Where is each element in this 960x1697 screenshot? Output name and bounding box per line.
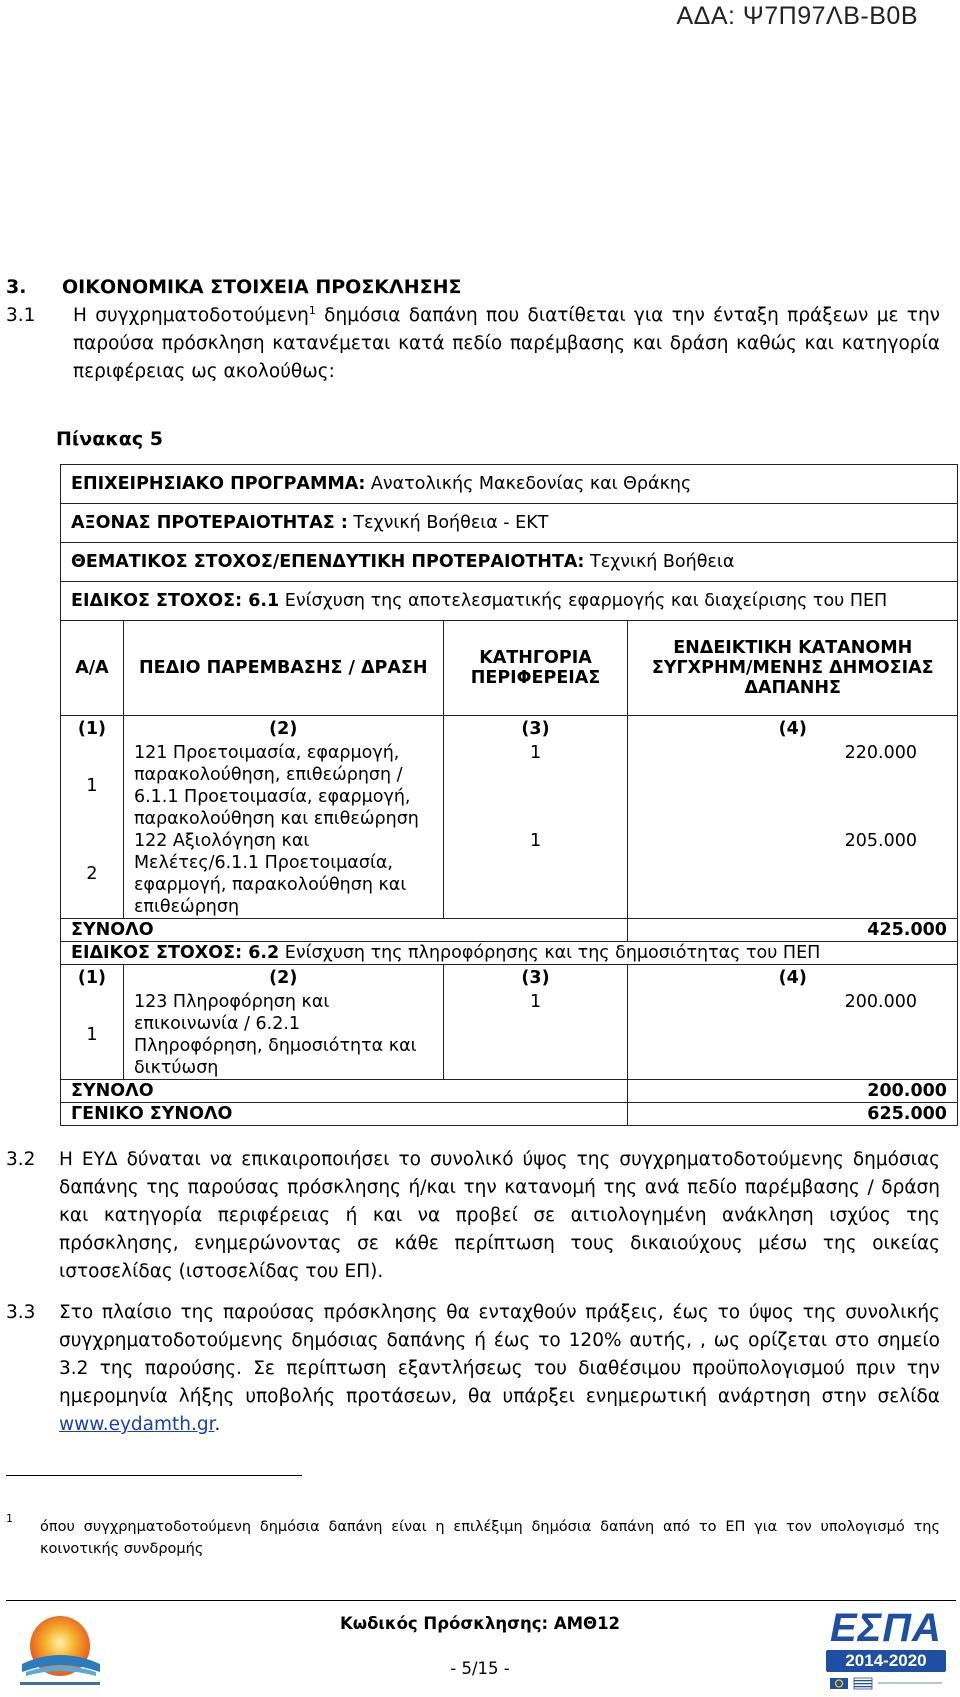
axis-value: Τεχνική Βοήθεια - ΕΚΤ [347, 513, 549, 533]
total-value: 425.000 [628, 919, 958, 942]
col-num-3: (3) [443, 965, 628, 992]
row-field: 123 Πληροφόρηση και επικοινωνία / 6.2.1 Πληροφόρηση, δημοσιότητα και δικτύωση [123, 991, 443, 1080]
row-field: 121 Προετοιμασία, εφαρμογή, παρακολούθηση, επιθεώρηση / 6.1.1 Προετοιμασία, εφαρμογή, παρακολούθηση και επιθεώρηση [123, 742, 443, 830]
row-field: 122 Αξιολόγηση και Μελέτες/6.1.1 Προετοιμασία, εφαρμογή, παρακολούθηση και επιθεώρηση [123, 830, 443, 919]
grand-total-label: ΓΕΝΙΚΟ ΣΥΝΟΛΟ [61, 1103, 628, 1126]
section-heading [6, 276, 462, 298]
row-category: 1 [443, 830, 628, 919]
paragraph-number: 3.1 [6, 305, 36, 326]
goal2-total-row [61, 1080, 958, 1103]
section-title: ΟΙΚΟΝΟΜΙΚΑ ΣΤΟΙΧΕΙΑ ΠΡΟΣΚΛΗΣΗΣ [62, 276, 462, 298]
section-number: 3. [6, 276, 27, 298]
row-aa: 2 [61, 830, 124, 919]
row-category: 1 [443, 991, 628, 1080]
col-header-aa: Α/Α [61, 621, 124, 716]
total-label: ΣΥΝΟΛΟ [61, 1080, 628, 1103]
col-header-category: ΚΑΤΗΓΟΡΙΑ ΠΕΡΙΦΕΡΕΙΑΣ [443, 621, 628, 716]
col-num-2: (2) [123, 965, 443, 992]
footnote-text: όπου συγχρηματοδοτούμενη δημόσια δαπάνη είναι η επιλέξιμη δημόσια δαπάνη από το ΕΠ για τον υπολογισμό της κοινοτικής συνδρομής [40, 1519, 940, 1557]
paragraph-text-a: Η συγχρηματοδοτούμενη [73, 305, 309, 326]
call-code: Κωδικός Πρόσκλησης: ΑΜΘ12 [339, 1614, 621, 1633]
table-row [61, 742, 958, 830]
goal1-total-row [61, 919, 958, 942]
col-header-field: ΠΕΔΙΟ ΠΑΡΕΜΒΑΣΗΣ / ΔΡΑΣΗ [123, 621, 443, 716]
axis-row [61, 504, 958, 543]
col-num-1: (1) [61, 716, 124, 743]
paragraph-body: Στο πλαίσιο της παρούσας πρόσκλησης θα ενταχθούν πράξεις, έως το ύψος της συνολικής συγχρηματοδοτούμενης δημόσιας δαπάνης ή έως το 120% αυτής, , ως ορίζεται στο σημείο 3.2 της παρούσης. Σε περίπτωση εξαντλήσεως του διαθέσιμου προϋπολογισμού πριν την ημερομηνία λήξης υποβολής προτάσεων, θα υπάρξει ενημερωτική ανάρτηση στην σελίδα [59, 1302, 940, 1407]
column-number-row [61, 716, 958, 743]
program-row [61, 465, 958, 504]
row-category: 1 [443, 742, 628, 830]
paragraph-3-1 [6, 302, 940, 386]
flags-icon [830, 1676, 942, 1690]
row-amount: 200.000 [628, 991, 958, 1080]
goal1-label: ΕΙΔΙΚΟΣ ΣΤΟΧΟΣ: 6.1 [71, 591, 280, 611]
goal2-label: ΕΙΔΙΚΟΣ ΣΤΟΧΟΣ: 6.2 [71, 943, 280, 963]
footnote-separator [6, 1475, 302, 1476]
espa-years: 2014-2020 [826, 1650, 946, 1672]
total-label: ΣΥΝΟΛΟ [61, 919, 628, 942]
col-num-4: (4) [628, 965, 958, 992]
grand-total-row [61, 1103, 958, 1126]
paragraph-text-b: δημόσια δαπάνη που διατίθεται για την ένταξη πράξεων με την παρούσα πρόσκληση κατανέμεται κατά πεδίο παρέμβασης και δράση καθώς και κατηγορία περιφέρειας ως ακολούθως: [73, 305, 941, 382]
axis-label: ΑΞΟΝΑΣ ΠΡΟΤΕΡΑΙΟΤΗΤΑΣ : [71, 513, 348, 533]
ada-code: ΑΔΑ: Ψ7Π97ΛΒ-Β0Β [676, 2, 918, 30]
footnote-mark: 1 [6, 1512, 13, 1525]
table-row [61, 830, 958, 919]
thematic-label: ΘΕΜΑΤΙΚΟΣ ΣΤΟΧΟΣ/ΕΠΕΝΔΥΤΙΚΗ ΠΡΟΤΕΡΑΙΟΤΗΤΑ: [71, 552, 585, 572]
row-amount: 205.000 [628, 830, 958, 919]
allocation-table [60, 464, 958, 1126]
program-value: Ανατολικής Μακεδονίας και Θράκης [365, 474, 692, 494]
goal2-value: Ενίσχυση της πληροφόρησης και της δημοσιότητας του ΠΕΠ [279, 943, 821, 963]
row-amount: 220.000 [628, 742, 958, 830]
footer-separator [6, 1600, 956, 1601]
paragraph-3-3 [6, 1299, 940, 1439]
paragraph-number: 3.2 [6, 1149, 36, 1170]
row-aa: 1 [61, 742, 124, 830]
col-header-amount: ΕΝΔΕΙΚΤΙΚΗ ΚΑΤΑΝΟΜΗ ΣΥΓΧΡΗΜ/ΜΕΝΗΣ ΔΗΜΟΣΙΑΣ ΔΑΠΑΝΗΣ [628, 621, 958, 716]
grand-total-value: 625.000 [628, 1103, 958, 1126]
paragraph-number: 3.3 [6, 1302, 36, 1323]
thematic-row [61, 543, 958, 582]
col-num-2: (2) [123, 716, 443, 743]
espa-logo-text: ΕΣΠΑ [830, 1606, 942, 1650]
thematic-value: Τεχνική Βοήθεια [584, 552, 735, 572]
eydamth-link[interactable]: www.eydamth.gr [59, 1414, 215, 1435]
paragraph-text: Η ΕΥΔ δύναται να επικαιροποιήσει το συνολικό ύψος της συγχρηματοδοτούμενης δημόσιας δαπάνης της παρούσας πρόσκλησης ή/και την κατανομή της ανά πεδίο παρέμβασης / δράση και κατηγορία περιφέρειας ή και να προβεί σε αιτιολογημένη ανάκληση ισχύος της πρόσκλησης, ενημερώνοντας σε κάθε περίπτωση τους δικαιούχους μέσω της οικείας ιστοσελίδας (ιστοσελίδας του ΕΠ). [59, 1149, 940, 1282]
column-header-row [61, 621, 958, 716]
paragraph-text [59, 1299, 940, 1439]
paragraph-end: . [214, 1414, 221, 1435]
col-num-4: (4) [628, 716, 958, 743]
goal1-value: Ενίσχυση της αποτελεσματικής εφαρμογής και διαχείρισης του ΠΕΠ [279, 591, 888, 611]
page-number: - 5/15 - [450, 1659, 510, 1678]
paragraph-3-2 [6, 1146, 940, 1286]
table-caption: Πίνακας 5 [56, 428, 163, 450]
row-aa: 1 [61, 991, 124, 1080]
footnote-ref[interactable]: 1 [308, 303, 316, 317]
espa-logo [818, 1606, 954, 1694]
paragraph-text [73, 302, 940, 386]
goal2-row [61, 942, 958, 965]
col-num-3: (3) [443, 716, 628, 743]
program-label: ΕΠΙΧΕΙΡΗΣΙΑΚΟ ΠΡΟΓΡΑΜΜΑ: [71, 474, 366, 494]
table-row [61, 991, 958, 1080]
total-value: 200.000 [628, 1080, 958, 1103]
goal1-row [61, 582, 958, 621]
col-num-1: (1) [61, 965, 124, 992]
column-number-row [61, 965, 958, 992]
